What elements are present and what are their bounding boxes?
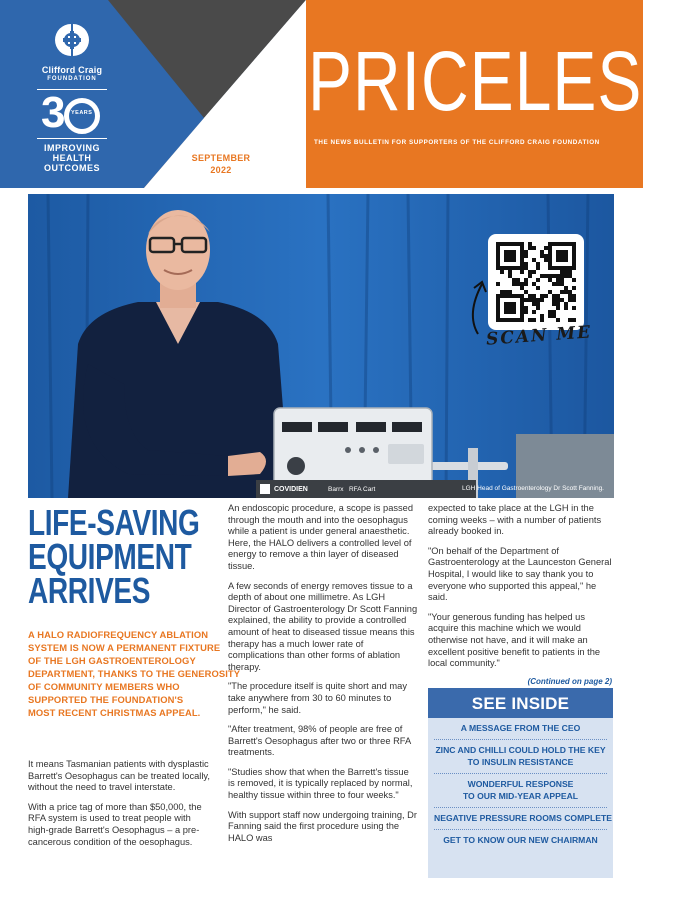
foundation-logo — [22, 22, 122, 173]
see-inside-item-negative-pressure[interactable] — [434, 808, 612, 830]
article-column-1 — [28, 759, 214, 856]
logo-divider-2 — [37, 138, 107, 139]
paragraph: "Studies show that when the Barrett's tissue is removed, it is typically replaced by normal, healthy tissue within three to four weeks." — [228, 766, 413, 801]
article-column-2 — [228, 503, 418, 852]
zero-ring — [64, 98, 100, 134]
paragraph: expected to take place at the LGH in the coming weeks – with a number of patients already booked in. — [428, 503, 602, 537]
paragraph: It means Tasmanian patients with dysplastic Barrett's Oesophagus can be treated locally, without the need to travel interstate. — [28, 759, 210, 793]
logo-name: Clifford Craig — [41, 65, 103, 75]
hero-photo — [28, 194, 614, 498]
lead-line: SUPPORTED THE FOUNDATION'S — [28, 694, 184, 705]
logo-tagline — [22, 143, 122, 173]
issue-year: 2022 — [210, 165, 232, 175]
see-inside-item-mid-year-appeal[interactable] — [434, 774, 607, 808]
continued-link[interactable]: (Continued on page 2) — [527, 677, 612, 686]
item-line: TO INSULIN RESISTANCE — [467, 757, 574, 767]
headline-line: ARRIVES — [28, 570, 151, 611]
item-line: NEGATIVE PRESSURE ROOMS COMPLETE — [434, 813, 612, 823]
see-inside-item-ceo-message[interactable] — [434, 718, 607, 740]
lead-line: MOST RECENT CHRISTMAS APPEAL. — [28, 707, 201, 718]
lead-line: OF THE LGH GASTROENTEROLOGY — [28, 655, 196, 666]
thirty-years-badge — [37, 88, 107, 137]
issue-date — [176, 152, 266, 176]
item-line: TO OUR MID-YEAR APPEAL — [462, 791, 579, 801]
qr-code[interactable] — [488, 234, 584, 330]
see-inside-title: SEE INSIDE — [428, 688, 613, 718]
qr-code-pattern — [496, 242, 576, 322]
headline-line: LIFE-SAVING — [28, 502, 200, 543]
years-number: 3 — [41, 88, 66, 137]
issue-month: SEPTEMBER — [191, 153, 251, 163]
lead-line: DEPARTMENT, THANKS TO THE GENEROSITY — [28, 668, 241, 679]
paragraph: "Your generous funding has helped us acquire this machine which we would otherwise not have, and it will make an excellent positive benefit to patients in the local community." — [428, 611, 601, 669]
item-line: A MESSAGE FROM THE CEO — [460, 723, 581, 733]
masthead-subtitle: THE NEWS BULLETIN FOR SUPPORTERS OF THE CLIFFORD CRAIG FOUNDATION — [314, 139, 600, 146]
headline-line: EQUIPMENT — [28, 536, 192, 577]
article-column-3 — [428, 503, 616, 678]
years-label: YEARS — [71, 110, 93, 116]
see-inside-panel — [428, 688, 613, 878]
masthead-title: PRICELESS — [308, 33, 687, 129]
see-inside-list — [428, 718, 613, 851]
paragraph: "The procedure itself is quite short and may take anywhere from 30 to 60 minutes to perform," he said. — [228, 681, 407, 715]
lead-line: SYSTEM IS NOW A PERMANENT FIXTURE — [28, 642, 221, 653]
masthead-header — [0, 0, 687, 188]
cross-logo-icon — [49, 22, 95, 58]
see-inside-item-zinc-chilli[interactable] — [434, 740, 607, 774]
arrow-to-qr-icon — [464, 278, 496, 336]
scan-me-label: SCAN ME — [485, 322, 593, 350]
device-brand-label: COVIDIEN — [274, 486, 308, 493]
tagline-line: HEALTH — [52, 153, 92, 163]
item-line: ZINC AND CHILLI COULD HOLD THE KEY — [435, 745, 606, 755]
paragraph: An endoscopic procedure, a scope is passed through the mouth and into the oesophagus while a patient is under general anaesthetic. Here, the HALO delivers a controlled level of energy to remove a thin layer of diseased tissue. — [228, 503, 414, 571]
paragraph: "On behalf of the Department of Gastroenterology at the Launceston General Hospital, I would like to say thank you to everyone who supported this appeal," he said. — [428, 545, 612, 603]
article-lead — [28, 628, 241, 719]
paragraph: With a price tag of more than $50,000, the RFA system is used to treat people with high-grade Barrett's Oesophagus – a pre-cancerous condition of the oesophagus. — [28, 801, 202, 847]
tagline-line: IMPROVING — [43, 143, 100, 153]
lead-line: OF COMMUNITY MEMBERS WHO — [28, 681, 180, 692]
paragraph: "After treatment, 98% of people are free of Barrett's Oesophagus after two or three RFA treatments. — [228, 724, 411, 758]
logo-sub: FOUNDATION — [47, 76, 97, 82]
photo-caption: LGH Head of Gastroenterology Dr Scott Fanning. — [462, 485, 604, 492]
paragraph: With support staff now undergoing training, Dr Fanning said the first procedure using the HALO was — [228, 809, 417, 843]
see-inside-item-new-chairman[interactable] — [434, 830, 607, 851]
item-line: GET TO KNOW OUR NEW CHAIRMAN — [443, 835, 598, 845]
article-headline — [28, 502, 200, 611]
item-line: WONDERFUL RESPONSE — [467, 779, 574, 789]
paragraph: A few seconds of energy removes tissue to a depth of about one millimetre. As LGH Director of Gastroenterology Dr Scott Fanning explained, the ability to provide a controlled amount of heat to diseased tissue means this therapy has a much lower rate of complications than other forms of ablation therapy. — [228, 580, 418, 672]
lead-line: A HALO RADIOFREQUENCY ABLATION — [28, 629, 209, 640]
tagline-line: OUTCOMES — [43, 163, 100, 173]
device-model-label: Barrx RFA Cart — [328, 486, 376, 493]
